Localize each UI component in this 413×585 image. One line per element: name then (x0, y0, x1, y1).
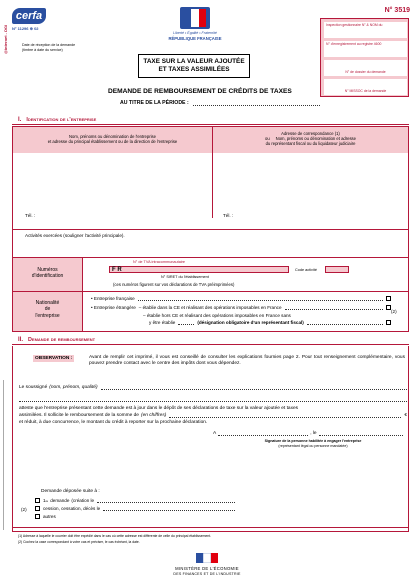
marianne-motto: Liberté • Égalité • Fraternité (173, 31, 217, 35)
tax-box-line2: ET TAXES ASSIMILÉES (158, 66, 230, 73)
signer-row (19, 385, 407, 390)
place-label: A (213, 431, 217, 436)
signer-field-2[interactable] (19, 398, 407, 402)
right-admin-boxes (320, 18, 409, 97)
numbers-label-2: d'identification (31, 273, 64, 280)
nationality-note-ref: (2) (391, 309, 397, 314)
id-right-address-field[interactable] (213, 153, 408, 218)
observation-text: Avant de remplir cet imprimé, il vous est conseillé de consulter les explications fournies page 2. Pour tout renseignement complémentaire, vous pouvez prendre contact avec le centre des impôts dont vous dépendez. (89, 355, 405, 367)
period-row (120, 100, 320, 106)
siret-label: N° SIRET du l'établissement (161, 275, 209, 279)
reception-label: Date de réception de la demande (22, 43, 76, 47)
id-left-address-field[interactable] (13, 153, 213, 218)
first-request-label: demande (50, 498, 70, 503)
numbers-row (12, 258, 409, 292)
marianne-icon (184, 9, 206, 27)
right-header-or: ou (265, 136, 270, 141)
place-field[interactable] (218, 432, 308, 436)
identification-grid (12, 126, 409, 230)
period-label: AU TITRE DE LA PÉRIODE : (120, 100, 189, 106)
ministry-line1: MINISTÈRE DE L'ÉCONOMIE (175, 566, 239, 571)
foreign-non-ce-checkbox[interactable] (386, 320, 391, 325)
right-header-line2: Nom, prénoms ou dénomination et adresse (275, 136, 356, 141)
ministry-emblem-icon (196, 553, 218, 563)
numbers-label-1: Numéros (37, 267, 58, 273)
foreign-opt3b-label: (désignation obligatoire d'un représentant fiscal) (197, 320, 304, 325)
section2-body (12, 346, 409, 532)
nationality-label-3: l'entreprise (35, 312, 60, 319)
right-box-3: N° de dossier du demande (324, 60, 407, 76)
signer-field[interactable] (101, 386, 407, 390)
cerfa-logo: cerfa (12, 8, 46, 24)
signer-label: Le soussigné (19, 385, 48, 390)
right-header-line1: Adresse de correspondance (1) (281, 131, 340, 136)
section2-header (12, 335, 409, 345)
right-header-line3: du représentant fiscal ou du liquidateur judiciaire (265, 141, 356, 146)
signer-sub: (nom, prénom, qualité) (49, 385, 98, 390)
id-right-header (213, 127, 408, 153)
french-checkbox[interactable] (386, 296, 391, 301)
nationality-row (12, 292, 409, 332)
nationality-label-2: de (44, 306, 51, 313)
date-label: , le (310, 431, 317, 436)
footnote-1: (1) Adresse à laquelle le courrier doit être expédié dans le cas où cette adresse est différente de celle du principal établissement. (18, 534, 212, 538)
signature-sub: (représentant légal ou personne mandatée) (278, 444, 348, 448)
activity-code-label: Code activité (295, 268, 317, 272)
date-field[interactable] (319, 432, 403, 436)
activity-code-field[interactable] (325, 266, 349, 273)
foreign-opt2-label: – établie hors CE et réalisant des opérations imposables en France sans (143, 313, 291, 318)
right-box-4: N° MISSOC de la demande (324, 79, 407, 95)
section1-header (12, 115, 409, 125)
foreign-opt3a-label: y être établie (149, 320, 176, 325)
siret-note: (ces numéros figurent sur vos déclarations de TVA préimprimées) (113, 282, 235, 287)
follow-label: Demande déposée suite à : (41, 489, 100, 494)
section2-bottom-rule (13, 527, 408, 528)
first-request-checkbox[interactable] (35, 498, 40, 503)
marianne-logo (180, 7, 210, 29)
ministry-line2: DES FINANCES ET DE L'INDUSTRIE (173, 572, 241, 576)
footnote-2: (2) Cochez la case correspondant à votre cas et préciser, le cas échéant, la date. (18, 540, 140, 544)
amount-field[interactable] (169, 414, 401, 418)
follow-opt2 (35, 506, 235, 511)
section1-number: I. (18, 116, 22, 123)
cession-checkbox[interactable] (35, 506, 40, 511)
tax-box (138, 54, 250, 78)
section1-title: Identification de l'entreprise (26, 116, 97, 123)
follow-note-ref: (2) (21, 507, 27, 512)
cession-date-field[interactable] (103, 507, 235, 511)
foreign-opt1-label: – établie dans la CE et réalisant des opérations imposables en France (138, 305, 282, 310)
foreign-opt3 (149, 320, 391, 325)
tel-left-label: Tél. : (25, 213, 36, 218)
section2-number: II. (18, 336, 24, 343)
first-request-sup: re (45, 498, 49, 503)
foreign-option (91, 305, 391, 310)
attest-line-2 (19, 413, 407, 418)
cerfa-number: N° 11296 ⊕ 02 (12, 26, 39, 31)
attest-line-2a: assimilées. Il sollicite le remboursement de la somme de (19, 413, 139, 418)
main-title: DEMANDE DE REMBOURSEMENT DE CRÉDITS DE TAXES (108, 88, 292, 95)
ministry-logo (196, 553, 218, 563)
foreign-label: • Entreprise étrangère (91, 305, 136, 310)
side-label: @internet - DGI (3, 24, 8, 54)
side-form-code (3, 380, 8, 530)
place-date-row (213, 431, 403, 436)
creation-label: (création le (71, 498, 95, 503)
follow-opt1 (35, 498, 235, 503)
currency-symbol: € (404, 413, 407, 418)
attest-line-3: et réduit, à due concurrence, le montant du crédit à reporter sur la prochaine déclaration. (19, 420, 208, 425)
attest-line-2b: (en chiffres) (140, 413, 167, 418)
form-number: N° 3519 (384, 7, 410, 14)
activities-field[interactable] (12, 230, 409, 258)
id-left-header: Nom, prénoms ou dénomination de l'entreprise et adresse du principal établissement ou de la direction de l'entreprise (13, 127, 213, 153)
fr-label: F R (112, 266, 122, 273)
french-option (91, 296, 391, 301)
numbers-label-cell (13, 258, 83, 291)
reception-sub: (timbre à date du service) (22, 48, 63, 52)
section2-title: Demande de remboursement (28, 336, 96, 343)
tva-label: N° de TVA intracommunautaire (133, 260, 186, 264)
tax-box-line1: TAXE SUR LA VALEUR AJOUTÉE (143, 58, 245, 66)
cession-label: cession, cessation, décès le (43, 506, 101, 511)
observation-label: OBSERVATION : (35, 356, 73, 361)
creation-date-field[interactable] (97, 499, 235, 503)
other-label: autres (43, 514, 56, 519)
activities-label: Activités exercées (souligner l'activité principale). (25, 233, 125, 238)
follow-opt3 (35, 514, 235, 519)
tel-right-label: Tél. : (223, 213, 234, 218)
other-checkbox[interactable] (35, 514, 40, 519)
republic-label: RÉPUBLIQUE FRANÇAISE (168, 36, 222, 41)
signature-label: Signature de la personne habilitée à engager l'entreprise (264, 439, 362, 443)
first-request-num: 1 (43, 498, 46, 503)
nationality-label-1: Nationalité (35, 300, 60, 306)
right-box-1: Inspection gestionnaire N° & NOM du (324, 22, 407, 38)
tva-field[interactable] (109, 266, 289, 273)
attest-line-1: atteste que l'entreprise présentant cette demande est à jour dans le dépôt de ses déclarations de taxe sur la valeur ajoutée et taxes (19, 406, 299, 411)
right-box-2: N° d'enregistrement au registre 4600 (324, 41, 407, 57)
nationality-label-cell (13, 292, 83, 331)
period-field[interactable] (193, 100, 320, 106)
french-label: • Entreprise française (91, 296, 135, 301)
